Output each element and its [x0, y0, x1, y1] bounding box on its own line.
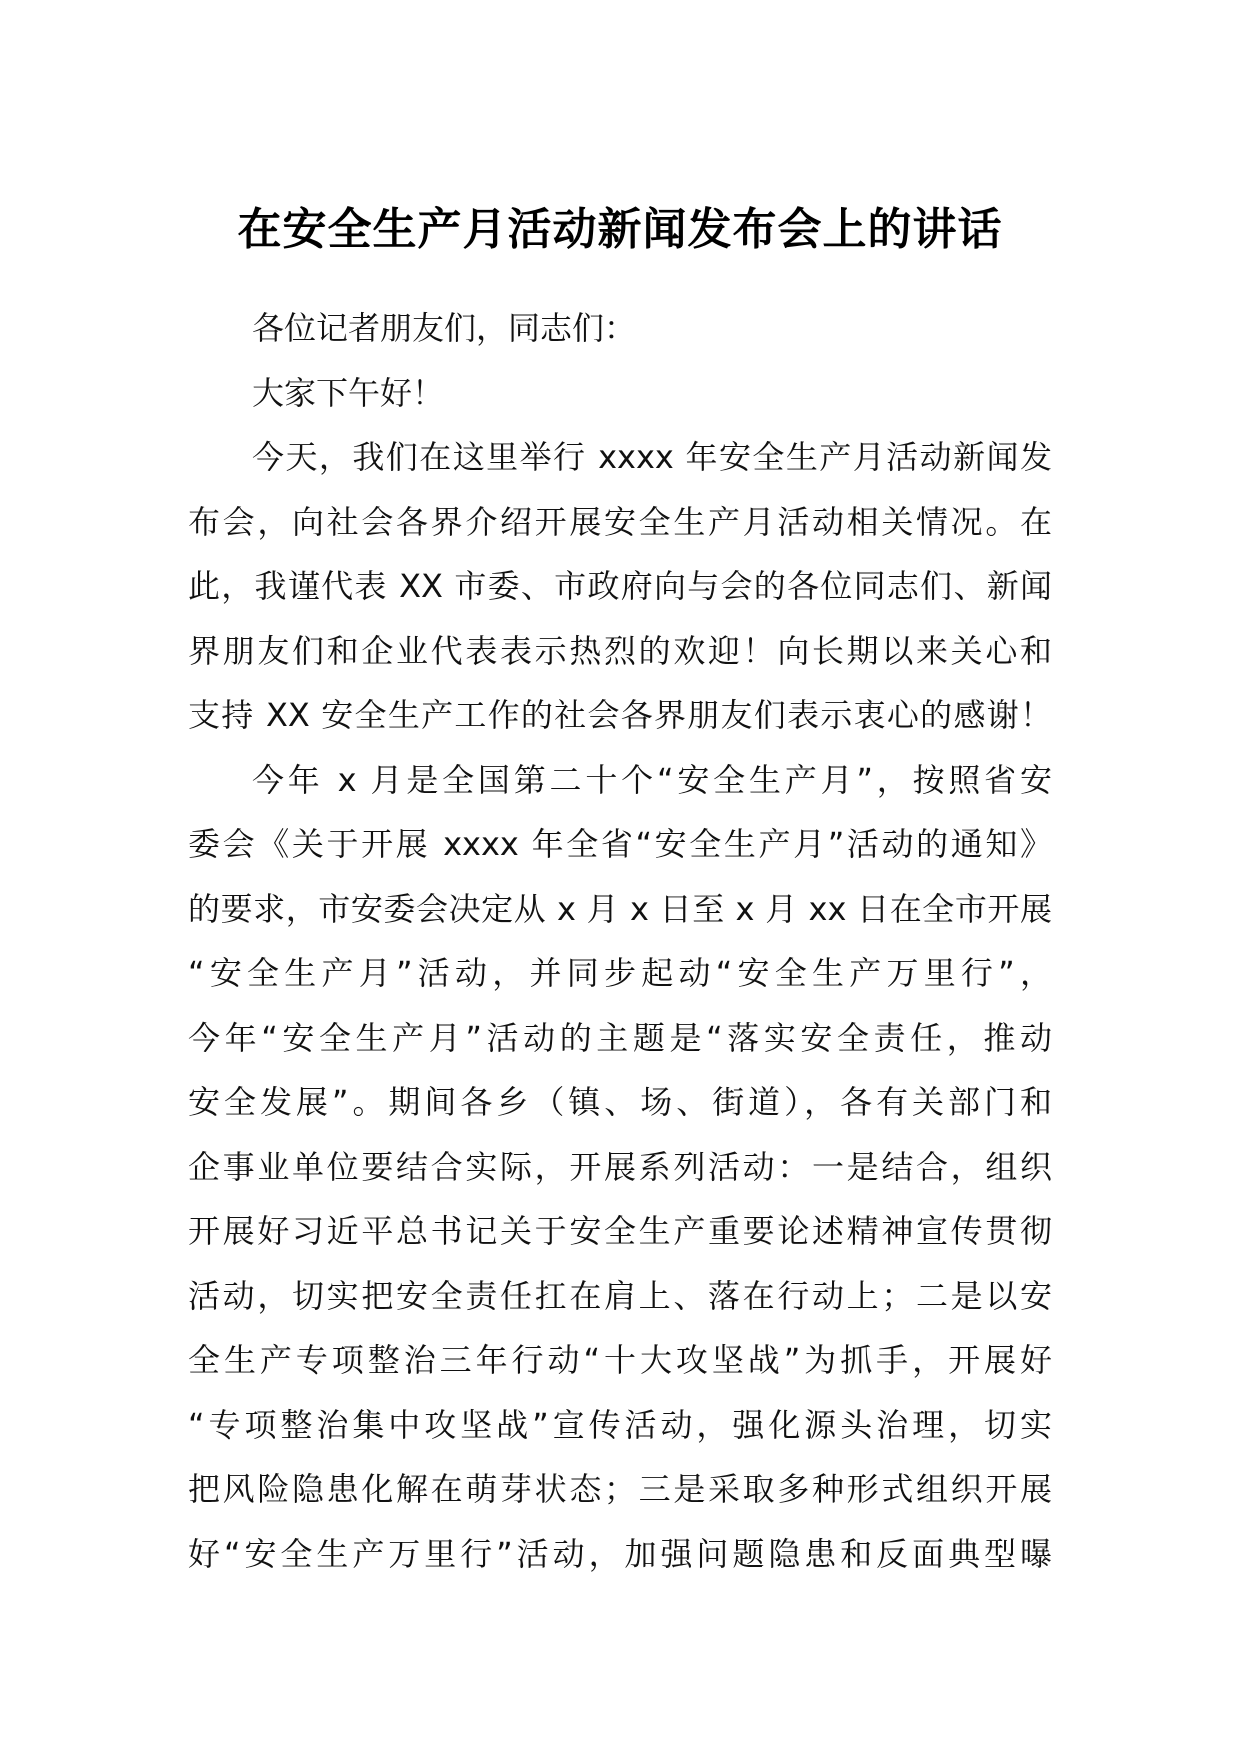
paragraph-line: 好“安全生产万里行”活动，加强问题隐患和反面典型曝 [188, 1534, 1052, 1573]
paragraph-line: 活动，切实把安全责任扛在肩上、落在行动上；二是以安 [188, 1276, 1052, 1315]
paragraph-line: 开展好习近平总书记关于安全生产重要论述精神宣传贯彻 [188, 1212, 1052, 1250]
page-title: 在安全生产月活动新闻发布会上的讲话 [237, 204, 1003, 255]
document-body [188, 296, 1052, 1586]
salutation-line: 各位记者朋友们，同志们： [252, 309, 637, 347]
paragraph-line: 今年 x 月是全国第二十个“安全生产月”，按照省安 [252, 760, 1052, 799]
paragraph-line: 今天，我们在这里举行 xxxx 年安全生产月活动新闻发 [252, 438, 1052, 476]
paragraph-line: “专项整治集中攻坚战”宣传活动，强化源头治理，切实 [188, 1405, 1052, 1444]
paragraph-line: 企事业单位要结合实际，开展系列活动：一是结合，组织 [188, 1147, 1052, 1186]
paragraph-line: 此，我谨代表 XX 市委、市政府向与会的各位同志们、新闻 [188, 567, 1052, 605]
paragraph-line: 委会《关于开展 xxxx 年全省“安全生产月”活动的通知》 [188, 825, 1052, 863]
paragraph-line: “安全生产月”活动，并同步起动“安全生产万里行”， [188, 954, 1052, 992]
paragraph-line: 布会，向社会各界介绍开展安全生产月活动相关情况。在 [188, 502, 1052, 541]
greeting-line: 大家下午好！ [252, 373, 445, 412]
paragraph-line: 支持 XX 安全生产工作的社会各界朋友们表示衷心的感谢！ [188, 696, 1052, 734]
paragraph-line: 今年“安全生产月”活动的主题是“落实安全责任，推动 [188, 1018, 1052, 1057]
paragraph-line: 安全发展”。期间各乡（镇、场、街道），各有关部门和 [188, 1083, 1052, 1121]
paragraph-line: 界朋友们和企业代表表示热烈的欢迎！向长期以来关心和 [188, 631, 1052, 670]
paragraph-line: 全生产专项整治三年行动“十大攻坚战”为抓手，开展好 [188, 1341, 1052, 1379]
paragraph-line: 的要求，市安委会决定从 x 月 x 日至 x 月 xx 日在全市开展 [188, 889, 1052, 928]
paragraph-line: 把风险隐患化解在萌芽状态；三是采取多种形式组织开展 [188, 1470, 1052, 1508]
